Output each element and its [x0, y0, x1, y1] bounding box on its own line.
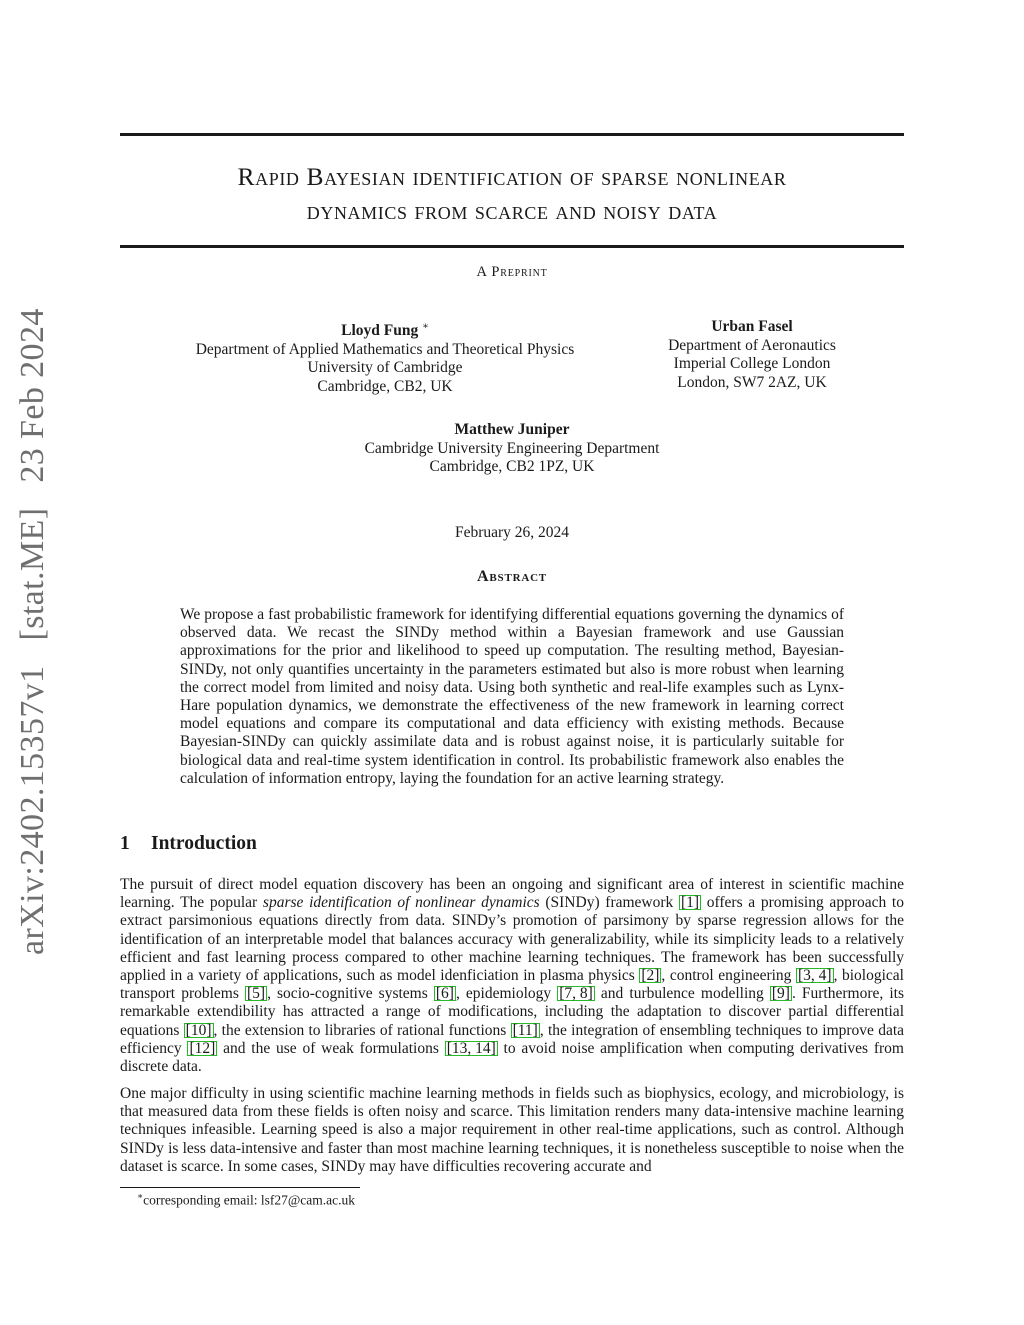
text-run: offers a promising approach to extract parsimonious equations directly from data. SINDy’s promotion of parsimony by sparse regression allows for the identification of an interpretable model that balances accuracy with generalizability, while its simplicity leads to a relatively efficient and fast learning process compared to other machine learning techniques. The framework has been successfully applied in a variety of applications, such as model idenficiation in plasma physics: [120, 894, 904, 985]
footnote-text: corresponding email: lsf27@cam.ac.uk: [143, 1192, 355, 1208]
abstract-text: We propose a fast probabilistic framework for identifying differential equations governing the dynamics of observed data. We recast the SINDy method within a Bayesian framework and use Gaussian approximations for the prior and likelihood to speed up computation. The resulting method, Bayesian-SINDy, not only quantifies uncertainty in the parameters estimated but also is more robust when learning the correct model from limited and noisy data. Using both synthetic and real-life examples such as Lynx-Hare population dynamics, we demonstrate the effectiveness of the new framework in learning correct model equations and compare its computational and data efficiency with existing methods. Because Bayesian-SINDy can quickly assimilate data and is robust against noise, it is particularly suitable for biological data and real-time system identification in control. Its probabilistic framework also enables the calculation of information entropy, laying the foundation for an active learning strategy.: [180, 606, 844, 787]
arxiv-id[interactable]: arXiv:2402.15357v1: [14, 665, 51, 955]
author-affiliation: Cambridge University Engineering Department: [364, 439, 660, 457]
text-run: , the integration of ensembling techniques to improve data efficiency: [120, 1021, 905, 1057]
author-affiliation: University of Cambridge: [307, 359, 463, 377]
title-line-2: dynamics from scarce and noisy data: [306, 196, 718, 225]
author-affiliation: Department of Applied Mathematics and Theoretical Physics: [195, 340, 575, 358]
text-run: , biological transport problems: [120, 967, 904, 1003]
footnote: [137, 1191, 355, 1209]
author-block-fung: [165, 318, 605, 396]
citation-link[interactable]: [11]: [512, 1021, 538, 1039]
author-name: Lloyd Fung: [341, 322, 419, 340]
text-run: The pursuit of direct model equation discovery has been an ongoing and significant area of interest in scientific machine learning. The popular: [120, 876, 904, 912]
text-run: , the extension to libraries of rational functions: [213, 1021, 511, 1039]
author-affiliation: Imperial College London: [673, 355, 831, 372]
intro-paragraph-1: [120, 876, 904, 1076]
title-rule-bottom: [120, 245, 904, 248]
publication-date: February 26, 2024: [454, 524, 570, 541]
citation-link[interactable]: [5]: [246, 985, 266, 1003]
author-block-juniper: [292, 421, 732, 477]
author-name: Matthew Juniper: [454, 421, 570, 438]
author-affiliation: Department of Aeronautics: [668, 336, 836, 354]
citation-link[interactable]: [10]: [185, 1021, 212, 1039]
citation-link[interactable]: [13, 14]: [446, 1039, 496, 1057]
text-run: . Furthermore, its remarkable extendibility has attracted a range of modifications, including the adaptation to discover partial differential equations: [120, 985, 904, 1039]
text-run-italic: sparse identification of nonlinear dynamics: [262, 894, 540, 912]
author-block-fasel: [640, 318, 864, 392]
citation-link[interactable]: [12]: [189, 1039, 216, 1057]
intro-paragraph-2: One major difficulty in using scientific machine learning methods in fields such as biophysics, ecology, and microbiology, is that measured data from these fields is often noisy and scarce. This limitation renders many data-intensive machine learning techniques infeasible. Learning speed is also a major requirement in other real-time applications, such as control. Although SINDy is less data-intensive and faster than most machine learning techniques, it is nonetheless susceptible to noise when the dataset is scarce. In some cases, SINDy may have difficulties recovering accurate and: [120, 1085, 904, 1175]
text-run: , socio-cognitive systems: [267, 985, 434, 1003]
citation-link[interactable]: [9]: [771, 985, 790, 1003]
citation-link[interactable]: [7, 8]: [559, 985, 593, 1003]
title-rule-top: [120, 133, 904, 136]
citation-link[interactable]: [2]: [641, 967, 660, 985]
abstract-heading: Abstract: [477, 568, 547, 585]
citation-link[interactable]: [6]: [435, 985, 454, 1003]
author-affiliation: Cambridge, CB2, UK: [317, 377, 453, 395]
arxiv-stamp: [14, 292, 52, 955]
text-run: , epidemiology: [455, 985, 558, 1003]
text-run: and the use of weak formulations: [217, 1039, 445, 1057]
footnote-rule: [120, 1187, 360, 1188]
section-title: Introduction: [151, 833, 257, 854]
citation-link[interactable]: [1]: [680, 894, 700, 912]
author-name: Urban Fasel: [711, 318, 793, 335]
citation-link[interactable]: [3, 4]: [798, 967, 832, 985]
text-run: to avoid noise amplification when computing derivatives from discrete data.: [120, 1039, 904, 1076]
footnote-marker[interactable]: ∗: [422, 321, 429, 332]
author-affiliation: London, SW7 2AZ, UK: [677, 373, 827, 391]
footnote-mark: ∗: [137, 1191, 144, 1201]
author-affiliation: Cambridge, CB2 1PZ, UK: [429, 458, 595, 475]
section-number: 1: [120, 833, 130, 854]
arxiv-category: [stat.ME]: [14, 507, 51, 641]
title-line-1: Rapid Bayesian identification of sparse nonlinear: [237, 162, 787, 191]
section-heading-introduction: [120, 833, 257, 855]
text-run: and turbulence modelling: [594, 985, 770, 1003]
paper-title: [120, 160, 904, 228]
preprint-label: A Preprint: [476, 264, 548, 280]
text-run: (SINDy) framework: [539, 894, 679, 912]
arxiv-date: 23 Feb 2024: [14, 308, 51, 483]
text-run: , control engineering: [661, 967, 796, 985]
